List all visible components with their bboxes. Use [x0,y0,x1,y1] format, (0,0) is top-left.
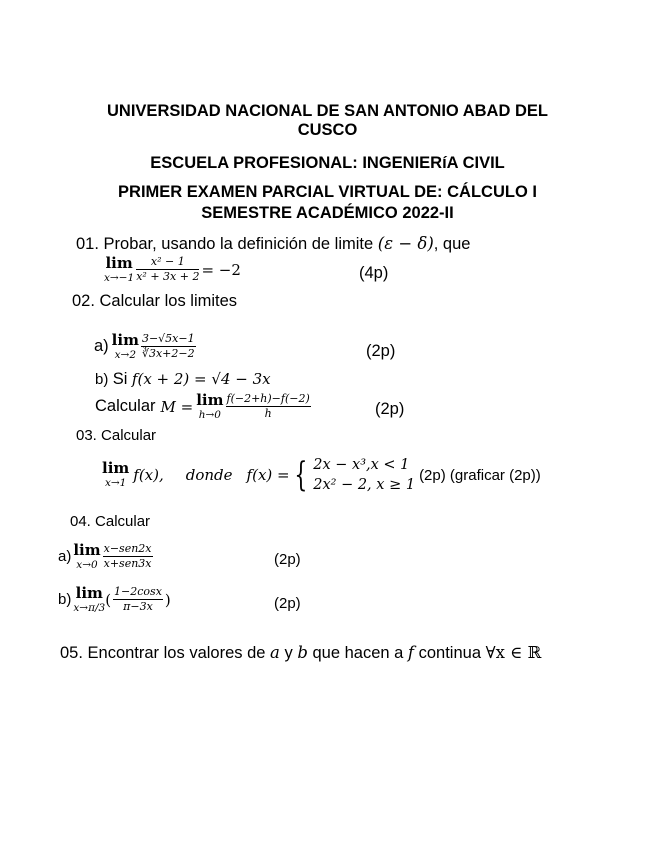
q4b-open-paren: ( [105,590,112,609]
q4a-numerator: x−sen2x [103,543,153,557]
q1-lim [104,256,134,284]
q4a-denominator: x+sen3x [103,557,152,571]
q1-que: , que [433,235,471,253]
q2a-lim [112,333,139,361]
q3-lim-word: lim [102,459,130,478]
q5-prompt: 05. Encontrar los valores de [60,644,266,662]
q2a-points: (2p) [366,342,396,360]
q2b-label: b) [95,371,109,388]
q1-denominator: x² + 3x + 2 [136,270,200,284]
q2b-lim-sub: h→0 [198,409,221,421]
q4b-close-paren: ) [164,590,171,609]
q2b-numerator: f(−2+h)−f(−2) [226,393,311,407]
q4a-lim-sub: x→0 [76,559,98,571]
q3-fdef: f(x) = [246,466,290,484]
q5-a: a [270,643,280,662]
q3-donde: donde [185,466,233,484]
q3-cases [313,455,415,495]
q5-continua: continua [418,644,482,662]
q3-lim [102,461,129,489]
q4b-points: (2p) [274,595,301,612]
q3-brace: { [293,455,307,495]
q4b-label: b) [58,591,72,609]
q3-lim-sub: x→1 [104,477,127,490]
q1-fraction [136,256,199,283]
university-title: UNIVERSIDAD NACIONAL DE SAN ANTONIO ABAD DEL CUSCO [107,102,548,139]
q3-fx: f(x), [133,466,164,484]
q2b-statement [95,370,271,389]
q1-eps-delta: (ε − δ) [377,234,434,253]
q5-forall: ∀x ∈ ℝ [485,643,542,662]
q2b-m: M = [160,397,194,416]
q2b-fraction [226,393,311,420]
q3-points: (2p) (graficar (2p)) [419,466,541,484]
q5-b: b [297,643,308,662]
q5-middle: que hacen a [312,644,404,662]
q2a-lim-word: lim [111,331,139,349]
q4b-formula [58,586,171,614]
q1-prompt-text: 01. Probar, usando la definición de limite [76,235,374,253]
q2a-denominator: ∛3x+2−2 [141,347,195,361]
q1-lim-sub: x→−1 [104,272,135,284]
q2b-formula [95,393,313,421]
q2b-expr: f(x + 2) = √4 − 3x [131,370,271,388]
q5-statement [60,643,541,663]
q4b-numerator: 1−2cosx [113,586,163,600]
q4b-fraction [113,586,163,613]
q2b-calcular: Calcular [95,397,156,416]
q2b-points: (2p) [375,400,405,418]
q2b-lim-word: lim [196,391,224,409]
q4a-fraction [103,543,153,570]
q5-y: y [284,644,293,662]
q4b-lim-word: lim [75,584,103,602]
q2b-si: Si [112,370,128,388]
q2a-label: a) [94,337,109,356]
q4a-lim-word: lim [73,541,101,559]
q1-rhs: = −2 [201,260,241,279]
q2a-lim-sub: x→2 [114,349,137,361]
exam-title: PRIMER EXAMEN PARCIAL VIRTUAL DE: CÁLCULO I [118,183,537,201]
q2a-formula [94,333,198,361]
q2b-denominator: h [264,407,272,421]
q3-formula [102,455,541,495]
q4-prompt: 04. Calcular [70,513,151,530]
q4b-lim [73,586,105,614]
q5-f: f [407,643,415,662]
q1-formula [104,256,241,284]
q4b-lim-sub: x→π/3 [73,602,106,614]
q2a-fraction [141,333,196,360]
q1-lim-word: lim [105,254,133,272]
q4a-label: a) [58,548,72,566]
q2b-lim [196,393,223,421]
q4b-denominator: π−3x [123,600,153,614]
q4a-formula [58,543,155,571]
school-title: ESCUELA PROFESIONAL: INGENIERíA CIVIL [150,154,505,172]
semester-title: SEMESTRE ACADÉMICO 2022-II [201,204,454,222]
q3-case-2: 2x² − 2, x ≥ 1 [313,477,416,493]
q1-prompt [76,234,470,254]
q1-numerator: x² − 1 [136,256,199,270]
q4a-lim [73,543,100,571]
q4a-points: (2p) [274,551,301,568]
q3-case-1: 2x − x³,x < 1 [313,457,410,473]
q3-prompt: 03. Calcular [76,427,157,444]
q1-points: (4p) [359,264,389,282]
q2-prompt: 02. Calcular los limites [72,292,238,310]
q2a-numerator: 3−√5x−1 [141,333,196,347]
